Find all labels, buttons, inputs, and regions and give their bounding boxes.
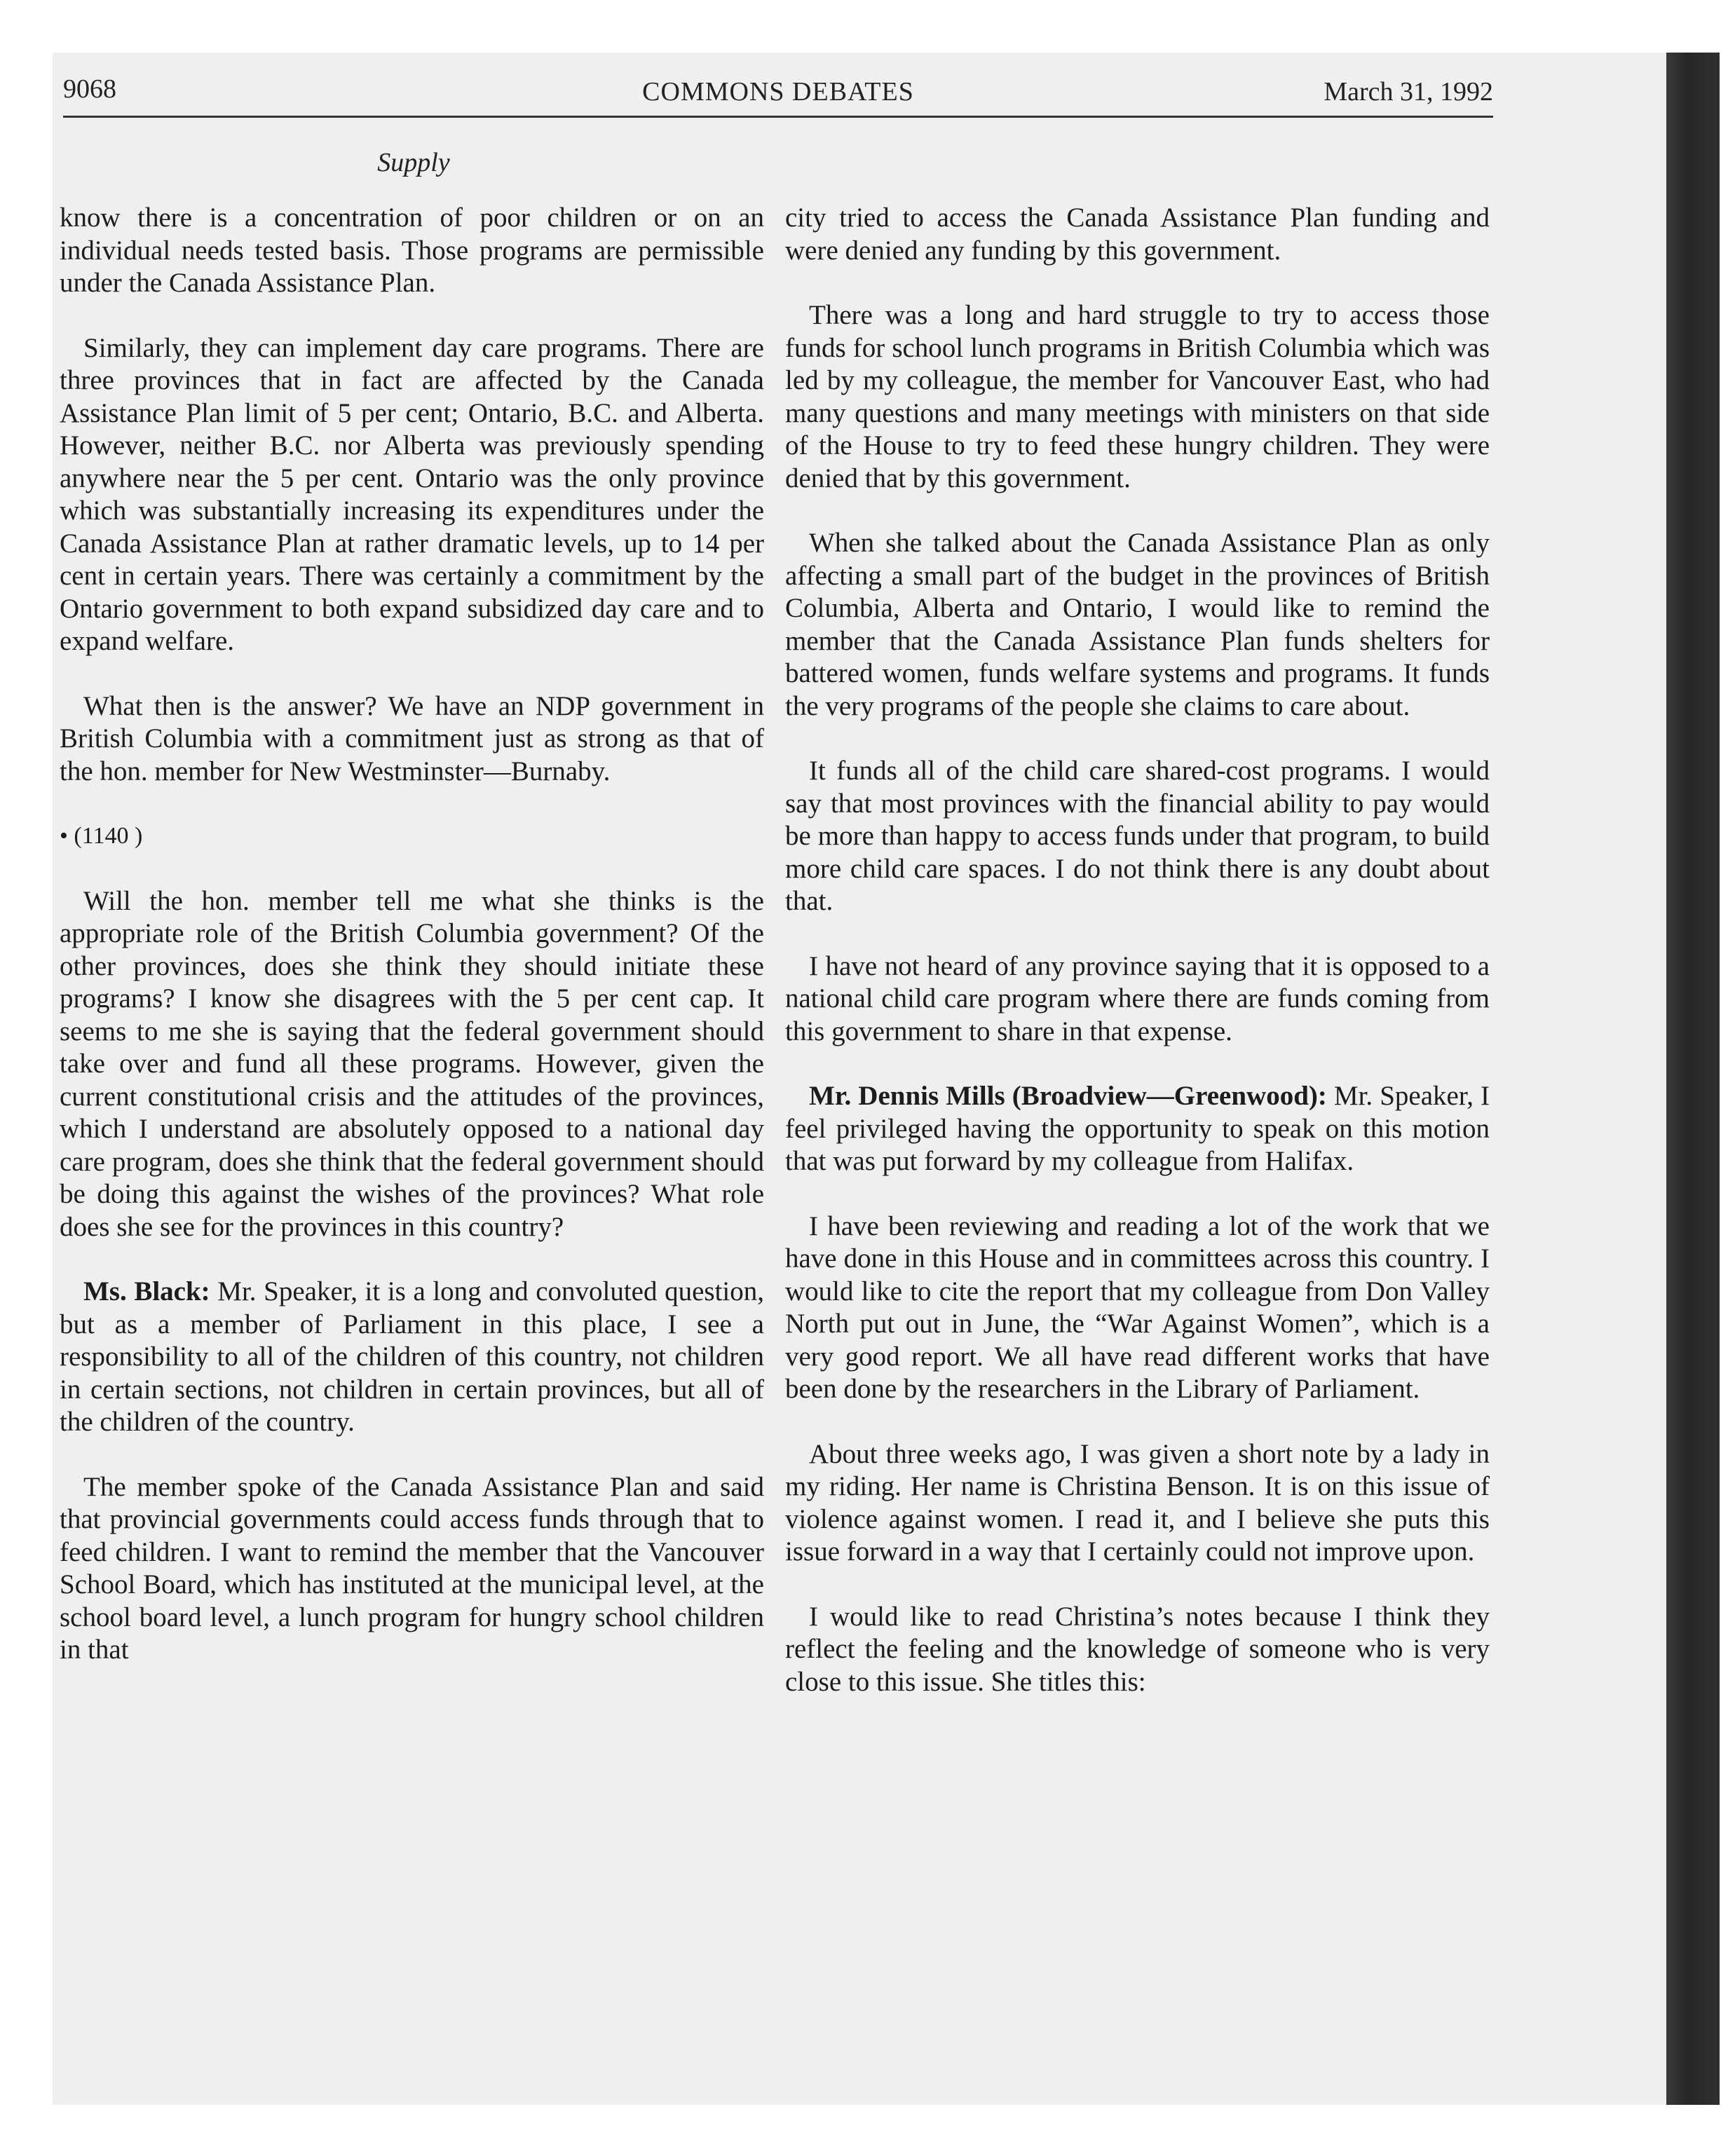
paragraph: About three weeks ago, I was given a short note by a lady in my riding. Her name is Christina Benson. It is on this issue of violence against women. I read it, and I believe she puts this issue forward in a way that I certainly could not improve upon. [785, 1438, 1490, 1567]
paragraph: I have been reviewing and reading a lot of the work that we have done in this House and in committees across this country. I would like to cite the report that my colleague from Don Valley North put out in June, the “War Against Women”, which is a very good report. We all have read different works that have been done by the researchers in the Library of Parliament. [785, 1210, 1490, 1404]
paragraph: Similarly, they can implement day care programs. There are three provinces that in fact are affected by the Canada Assistance Plan limit of 5 per cent; Ontario, B.C. and Alberta. However, neither B.C. nor Alberta was previously spending anywhere near the 5 per cent. Ontario was the only province which was substantially increasing its expenditures under the Canada Assistance Plan at rather dramatic levels, up to 14 per cent in certain years. There was certainly a commitment by the Ontario government to both expand subsidized day care and to expand welfare. [60, 332, 764, 656]
paragraph: I have not heard of any province saying that it is opposed to a national child care program where there are funds coming from this government to share in that expense. [785, 950, 1490, 1046]
publication-date: March 31, 1992 [1324, 77, 1493, 107]
paragraph: When she talked about the Canada Assistance Plan as only affecting a small part of the budget in the provinces of British Columbia, Alberta and Ontario, I would like to remind the member that the Canada Assistance Plan funds shelters for battered women, funds welfare systems and programs. It funds the very programs of the people she claims to care about. [785, 528, 1490, 721]
header-rule [63, 116, 1493, 118]
page-header [63, 74, 1493, 107]
speech-text: Mr. Speaker, I feel privileged having the opportunity to speak on this motion that was put forward by my colleague from Halifax. [785, 1081, 1490, 1176]
speech-paragraph [785, 1080, 1490, 1178]
speech-text: Mr. Speaker, it is a long and convoluted question, but as a member of Parliament in this place, I see a responsibility to all of the children of this country, not children in certain sections, not children in certain provinces, but all of the children of the country. [60, 1276, 764, 1437]
speaker-name: Mr. Dennis Mills (Broadview—Greenwood): [809, 1081, 1327, 1111]
paragraph: know there is a concentration of poor children or on an individual needs tested basis. Those programs are permissible under the Canada Assistance Plan. [60, 203, 764, 298]
paragraph: I would like to read Christina’s notes because I think they reflect the feeling and the knowledge of someone who is very close to this issue. She titles this: [785, 1601, 1490, 1697]
speaker-name: Ms. Black: [83, 1276, 210, 1306]
time-marker: • (1140 ) [60, 823, 143, 849]
page-number: 9068 [63, 74, 116, 104]
right-column [785, 202, 1490, 1731]
speech-paragraph [60, 1276, 764, 1439]
paragraph: Will the hon. member tell me what she thinks is the appropriate role of the British Columbia government? Of the other provinces, does she think they should initiate these programs? I know she disagrees with the 5 per cent cap. It seems to me she is saying that the federal government should take over and fund all these programs. However, given the current constitutional crisis and the attitudes of the provinces, which I understand are absolutely opposed to a national day care program, does she think that the federal government should be doing this against the wishes of the provinces? What role does she see for the provinces in this country? [60, 885, 764, 1242]
paragraph: city tried to access the Canada Assistance Plan funding and were denied any funding by this government. [785, 203, 1490, 266]
paragraph: What then is the answer? We have an NDP government in British Columbia with a commitment just as strong as that of the hon. member for New Westminster—Burnaby. [60, 690, 764, 786]
scan-edge-bar [1666, 53, 1720, 2105]
paragraph: The member spoke of the Canada Assistance Plan and said that provincial governments could access funds through that to feed children. I want to remind the member that the Vancouver School Board, which has instituted at the municipal level, at the school board level, a lunch program for hungry school children in that [60, 1471, 764, 1665]
paragraph: There was a long and hard struggle to try to access those funds for school lunch programs in British Columbia which was led by my colleague, the member for Vancouver East, who had many questions and many meetings with ministers on that side of the House to try to feed these hungry children. They were denied that by this government. [785, 300, 1490, 493]
publication-title: COMMONS DEBATES [642, 77, 914, 107]
left-column [60, 202, 764, 1699]
section-label: Supply [377, 148, 450, 177]
paragraph: It funds all of the child care shared-cost programs. I would say that most provinces with the financial ability to pay would be more than happy to access funds under that program, to build more child care spaces. I do not think there is any doubt about that. [785, 756, 1490, 916]
